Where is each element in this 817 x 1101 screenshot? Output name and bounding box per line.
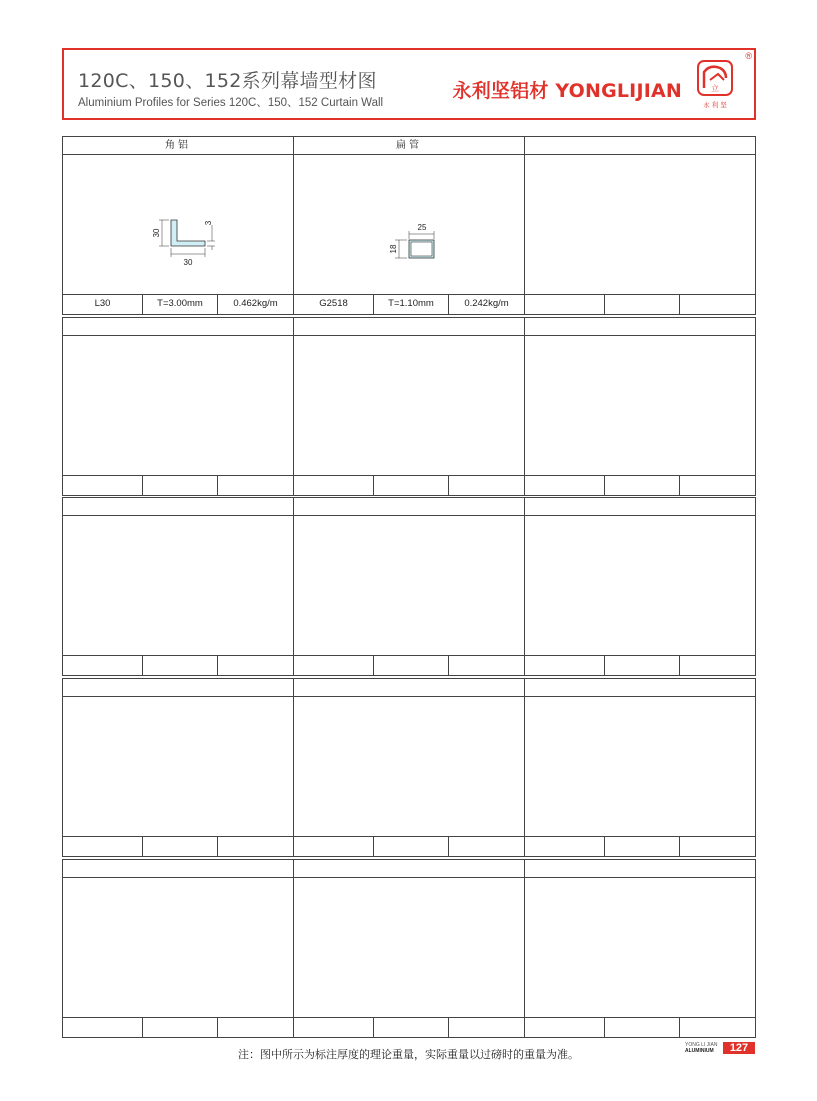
- brand-logo-icon: [696, 58, 742, 112]
- spec-cell: [143, 656, 218, 675]
- logo-glyph: 立: [711, 84, 719, 93]
- spec-cell: [63, 1018, 143, 1037]
- profile-block-5: [62, 859, 756, 1038]
- block-header-row: [63, 679, 755, 697]
- block-header-row: [63, 318, 755, 336]
- spec-cell: [525, 1018, 605, 1037]
- spec-cell: [525, 837, 605, 856]
- spec-cell: [63, 656, 143, 675]
- spec-cell: [525, 476, 605, 495]
- profile-block-3: [62, 497, 756, 676]
- profile-code: G2518: [294, 295, 374, 314]
- drawing-cell-empty: [525, 878, 755, 1017]
- page-subtitle: Aluminium Profiles for Series 120C、150、152 Curtain Wall: [78, 97, 384, 109]
- spec-cell: [143, 1018, 218, 1037]
- footnote: 注：图中所示为标注厚度的理论重量，实际重量以过磅时的重量为准。: [238, 1048, 579, 1061]
- profile-name-cell: [63, 498, 294, 515]
- drawing-cell-empty: [294, 697, 525, 836]
- spec-cell: [374, 837, 449, 856]
- spec-cell: [680, 476, 755, 495]
- profile-code: [525, 295, 605, 314]
- profile-name-cell: [294, 498, 525, 515]
- profile-name-cell: [525, 498, 755, 515]
- block-spec-row: [63, 656, 755, 675]
- profile-thickness: [605, 295, 680, 314]
- block-drawing-row: [63, 697, 755, 837]
- spec-cell: [218, 656, 294, 675]
- profile-name-cell: [525, 318, 755, 335]
- dim-height-label: 18: [389, 244, 398, 254]
- spec-cell: [218, 476, 294, 495]
- block-spec-row: [63, 295, 755, 314]
- drawing-cell-tube: [294, 155, 525, 294]
- page-title: 120C、150、152系列幕墙型材图: [78, 70, 377, 92]
- profile-name-cell: [525, 137, 755, 154]
- block-spec-row: [63, 1018, 755, 1037]
- profile-block-4: [62, 678, 756, 857]
- spec-cell: [143, 837, 218, 856]
- block-drawing-row: [63, 516, 755, 656]
- spec-cell: [605, 837, 680, 856]
- drawing-cell-empty: [294, 336, 525, 475]
- spec-cell: [680, 1018, 755, 1037]
- block-drawing-row: [63, 336, 755, 476]
- profile-weight: 0.462kg/m: [218, 295, 294, 314]
- spec-cell: [605, 1018, 680, 1037]
- spec-cell: [374, 656, 449, 675]
- block-header-row: [63, 137, 755, 155]
- spec-cell: [294, 476, 374, 495]
- spec-cell: [63, 476, 143, 495]
- spec-cell: [218, 837, 294, 856]
- profile-name-cell: [294, 679, 525, 696]
- drawing-cell-empty: [525, 336, 755, 475]
- tube-profile-drawing: [294, 155, 525, 295]
- page-number-box: [685, 1042, 755, 1058]
- drawing-cell-empty: [294, 878, 525, 1017]
- footer-brand-line2: ALUMINIUM: [685, 1048, 714, 1054]
- block-header-row: [63, 860, 755, 878]
- spec-cell: [449, 476, 525, 495]
- block-spec-row: [63, 837, 755, 856]
- block-header-row: [63, 498, 755, 516]
- spec-cell: [294, 656, 374, 675]
- brand-name: 永利坚铝材 YONGLIJIAN: [452, 80, 682, 102]
- spec-cell: [680, 837, 755, 856]
- registered-mark: ®: [745, 51, 752, 61]
- dim-thick-label: 3: [204, 220, 213, 226]
- spec-cell: [294, 837, 374, 856]
- profile-name-cell: 角铝: [63, 137, 294, 154]
- profile-thickness: T=3.00mm: [143, 295, 218, 314]
- drawing-cell-empty: [63, 516, 294, 655]
- profile-code: L30: [63, 295, 143, 314]
- profile-name-cell: [525, 679, 755, 696]
- spec-cell: [605, 476, 680, 495]
- profile-block-1: [62, 136, 756, 315]
- profile-name-cell: [294, 860, 525, 877]
- spec-cell: [294, 1018, 374, 1037]
- profile-block-2: [62, 317, 756, 496]
- profile-name-cell: [525, 860, 755, 877]
- spec-cell: [63, 837, 143, 856]
- spec-cell: [374, 1018, 449, 1037]
- drawing-cell-empty: [294, 516, 525, 655]
- spec-cell: [680, 656, 755, 675]
- footer-brand-line1: YONG LI JIAN: [685, 1042, 718, 1048]
- spec-cell: [525, 656, 605, 675]
- profile-name-cell: [63, 318, 294, 335]
- profile-name-cell: [63, 679, 294, 696]
- spec-cell: [449, 1018, 525, 1037]
- profile-weight: 0.242kg/m: [449, 295, 525, 314]
- drawing-cell-empty: [525, 697, 755, 836]
- profile-thickness: T=1.10mm: [374, 295, 449, 314]
- page-number: 127: [723, 1042, 755, 1054]
- spec-cell: [218, 1018, 294, 1037]
- dim-height-label: 30: [152, 228, 161, 238]
- drawing-cell-empty: [525, 516, 755, 655]
- page-header: [62, 48, 756, 120]
- dim-width-label: 30: [183, 258, 193, 267]
- spec-cell: [449, 837, 525, 856]
- block-drawing-row: [63, 878, 755, 1018]
- block-spec-row: [63, 476, 755, 495]
- spec-cell: [605, 656, 680, 675]
- spec-cell: [374, 476, 449, 495]
- drawing-cell-empty: [63, 878, 294, 1017]
- drawing-cell-angle: [63, 155, 294, 294]
- profile-weight: [680, 295, 755, 314]
- drawing-cell-empty: [63, 697, 294, 836]
- drawing-cell-empty: [63, 336, 294, 475]
- profile-name-cell: [294, 318, 525, 335]
- spec-cell: [449, 656, 525, 675]
- angle-profile-drawing: [63, 155, 294, 295]
- profile-name-cell: [63, 860, 294, 877]
- logo-caption: 永 利 坚: [703, 101, 727, 109]
- profile-name-cell: 扁管: [294, 137, 525, 154]
- drawing-cell-empty: [525, 155, 755, 294]
- spec-cell: [143, 476, 218, 495]
- dim-width-label: 25: [417, 223, 427, 232]
- block-drawing-row: [63, 155, 755, 295]
